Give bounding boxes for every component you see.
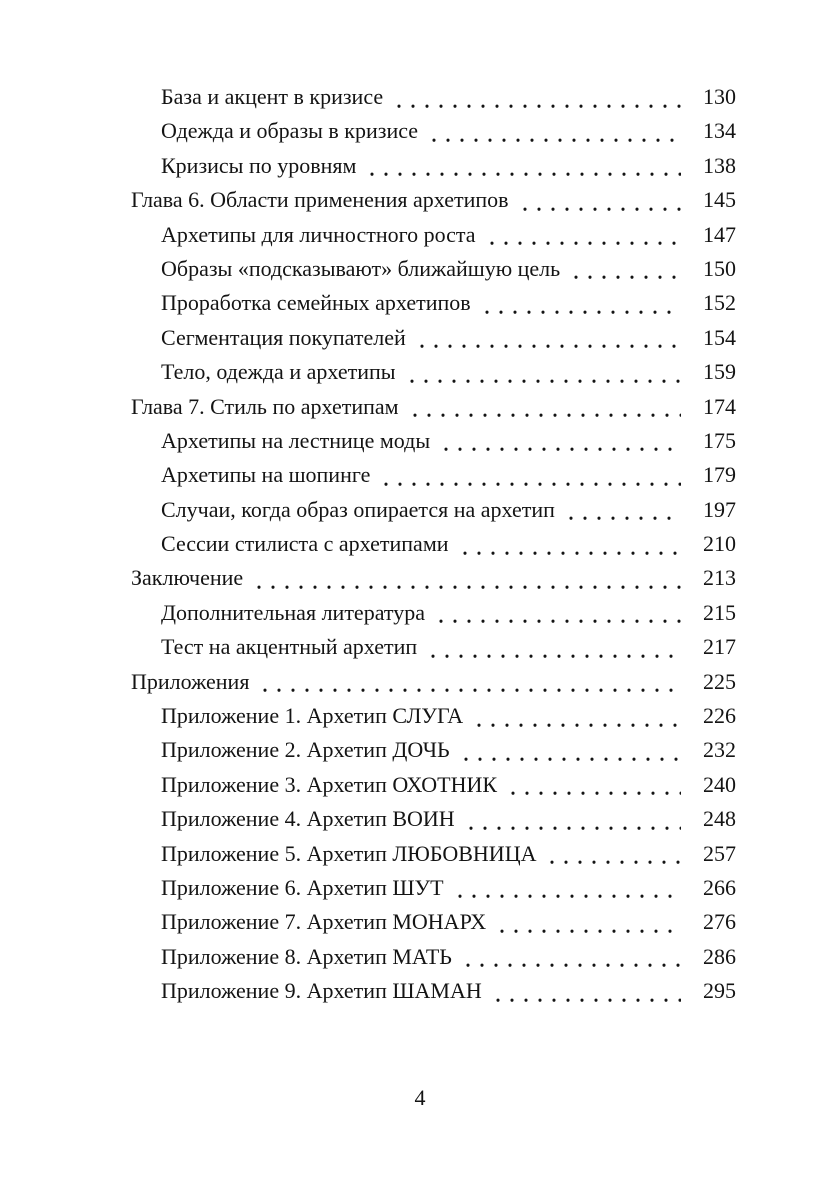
toc-entry-page-number: 134 bbox=[703, 118, 736, 144]
toc-entry-page-number: 197 bbox=[703, 496, 736, 522]
dot-leader bbox=[472, 699, 681, 733]
toc-entry-title: Приложение 1. Архетип СЛУГА bbox=[161, 703, 464, 729]
dot-leader bbox=[518, 183, 681, 217]
toc-entry-title: Архетипы на шопинге bbox=[161, 462, 371, 488]
toc-row bbox=[131, 114, 736, 148]
dot-leader bbox=[258, 665, 681, 699]
toc-row bbox=[131, 355, 736, 389]
dot-leader bbox=[461, 940, 681, 974]
toc-row bbox=[131, 802, 736, 836]
toc-entry-title: Кризисы по уровням bbox=[161, 152, 357, 178]
toc-entry-page-number: 138 bbox=[703, 152, 736, 178]
toc-row bbox=[131, 183, 736, 217]
toc-row bbox=[131, 390, 736, 424]
toc-entry-title: Сессии стилиста с архетипами bbox=[161, 531, 449, 557]
dot-leader bbox=[564, 493, 681, 527]
dot-leader bbox=[491, 974, 681, 1008]
toc-entry-title: Приложение 7. Архетип МОНАРХ bbox=[161, 909, 487, 935]
toc-row bbox=[131, 286, 736, 320]
dot-leader bbox=[459, 733, 681, 767]
dot-leader bbox=[569, 252, 681, 286]
dot-leader bbox=[458, 527, 681, 561]
dot-leader bbox=[252, 561, 681, 595]
toc-entry-page-number: 217 bbox=[703, 634, 736, 660]
toc-entry-title: Приложение 8. Архетип МАТЬ bbox=[161, 943, 452, 969]
toc-entry-title: Проработка семейных архетипов bbox=[161, 290, 471, 316]
toc-entry-page-number: 154 bbox=[703, 324, 736, 350]
dot-leader bbox=[480, 286, 681, 320]
toc-row bbox=[131, 596, 736, 630]
toc-entry-title: Тело, одежда и архетипы bbox=[161, 359, 396, 385]
table-of-contents bbox=[131, 80, 736, 1009]
toc-entry-page-number: 179 bbox=[703, 462, 736, 488]
dot-leader bbox=[545, 837, 681, 871]
dot-leader bbox=[506, 768, 681, 802]
toc-entry-title: Приложение 3. Архетип ОХОТНИК bbox=[161, 771, 498, 797]
toc-entry-title: Дополнительная литература bbox=[161, 599, 425, 625]
toc-entry-title: Приложение 2. Архетип ДОЧЬ bbox=[161, 737, 450, 763]
toc-entry-title: Приложение 9. Архетип ШАМАН bbox=[161, 978, 482, 1004]
dot-leader bbox=[485, 218, 681, 252]
dot-leader bbox=[434, 596, 681, 630]
toc-row bbox=[131, 424, 736, 458]
toc-entry-page-number: 248 bbox=[703, 806, 736, 832]
toc-entry-page-number: 295 bbox=[703, 978, 736, 1004]
toc-row bbox=[131, 321, 736, 355]
toc-row bbox=[131, 149, 736, 183]
toc-entry-title: Приложение 4. Архетип ВОИН bbox=[161, 806, 455, 832]
toc-entry-title: Глава 7. Стиль по архетипам bbox=[131, 393, 399, 419]
toc-entry-page-number: 213 bbox=[703, 565, 736, 591]
dot-leader bbox=[495, 905, 681, 939]
folio-page-number: 4 bbox=[414, 1085, 426, 1110]
dot-leader bbox=[392, 80, 681, 114]
toc-row bbox=[131, 561, 736, 595]
toc-entry-page-number: 225 bbox=[703, 668, 736, 694]
toc-entry-title: База и акцент в кризисе bbox=[161, 84, 384, 109]
toc-entry-page-number: 147 bbox=[703, 221, 736, 247]
toc-row bbox=[131, 699, 736, 733]
toc-entry-page-number: 145 bbox=[703, 187, 736, 213]
toc-entry-page-number: 232 bbox=[703, 737, 736, 763]
toc-entry-page-number: 215 bbox=[703, 599, 736, 625]
toc-row bbox=[131, 974, 736, 1008]
toc-entry-title: Приложения bbox=[131, 668, 250, 694]
toc-entry-page-number: 159 bbox=[703, 359, 736, 385]
toc-row bbox=[131, 733, 736, 767]
dot-leader bbox=[453, 871, 681, 905]
dot-leader bbox=[464, 802, 681, 836]
toc-entry-title: Приложение 5. Архетип ЛЮБОВНИЦА bbox=[161, 840, 537, 866]
toc-row bbox=[131, 871, 736, 905]
toc-entry-title: Заключение bbox=[131, 565, 244, 591]
toc-entry-page-number: 257 bbox=[703, 840, 736, 866]
toc-row bbox=[131, 768, 736, 802]
toc-entry-page-number: 130 bbox=[703, 84, 736, 109]
dot-leader bbox=[405, 355, 681, 389]
toc-entry-page-number: 266 bbox=[703, 874, 736, 900]
toc-entry-title: Архетипы для личностного роста bbox=[161, 221, 476, 247]
toc-entry-title: Тест на акцентный архетип bbox=[161, 634, 418, 660]
toc-row bbox=[131, 940, 736, 974]
toc-entry-page-number: 286 bbox=[703, 943, 736, 969]
toc-row bbox=[131, 665, 736, 699]
toc-entry-page-number: 276 bbox=[703, 909, 736, 935]
page-footer bbox=[0, 1084, 840, 1112]
dot-leader bbox=[379, 458, 681, 492]
toc-row bbox=[131, 527, 736, 561]
dot-leader bbox=[415, 321, 681, 355]
toc-entry-page-number: 150 bbox=[703, 255, 736, 281]
toc-entry-page-number: 240 bbox=[703, 771, 736, 797]
toc-row bbox=[131, 493, 736, 527]
toc-entry-title: Архетипы на лестнице моды bbox=[161, 427, 431, 453]
toc-entry-page-number: 152 bbox=[703, 290, 736, 316]
toc-entry-title: Приложение 6. Архетип ШУТ bbox=[161, 874, 444, 900]
toc-entry-page-number: 226 bbox=[703, 703, 736, 729]
toc-entry-title: Одежда и образы в кризисе bbox=[161, 118, 419, 144]
dot-leader bbox=[408, 390, 681, 424]
dot-leader bbox=[439, 424, 681, 458]
toc-entry-page-number: 174 bbox=[703, 393, 736, 419]
dot-leader bbox=[365, 149, 681, 183]
dot-leader bbox=[426, 630, 681, 664]
toc-row bbox=[131, 837, 736, 871]
toc-row bbox=[131, 630, 736, 664]
dot-leader bbox=[427, 114, 681, 148]
toc-entry-page-number: 175 bbox=[703, 427, 736, 453]
toc-row bbox=[131, 218, 736, 252]
toc-row bbox=[131, 905, 736, 939]
toc-entry-title: Глава 6. Области применения архетипов bbox=[131, 187, 509, 213]
toc-row bbox=[131, 252, 736, 286]
toc-entry-page-number: 210 bbox=[703, 531, 736, 557]
toc-entry-title: Случаи, когда образ опирается на архетип bbox=[161, 496, 555, 522]
toc-entry-title: Сегментация покупателей bbox=[161, 324, 406, 350]
toc-row bbox=[131, 80, 736, 114]
toc-row bbox=[131, 458, 736, 492]
toc-entry-title: Образы «подсказывают» ближайшую цель bbox=[161, 255, 561, 281]
